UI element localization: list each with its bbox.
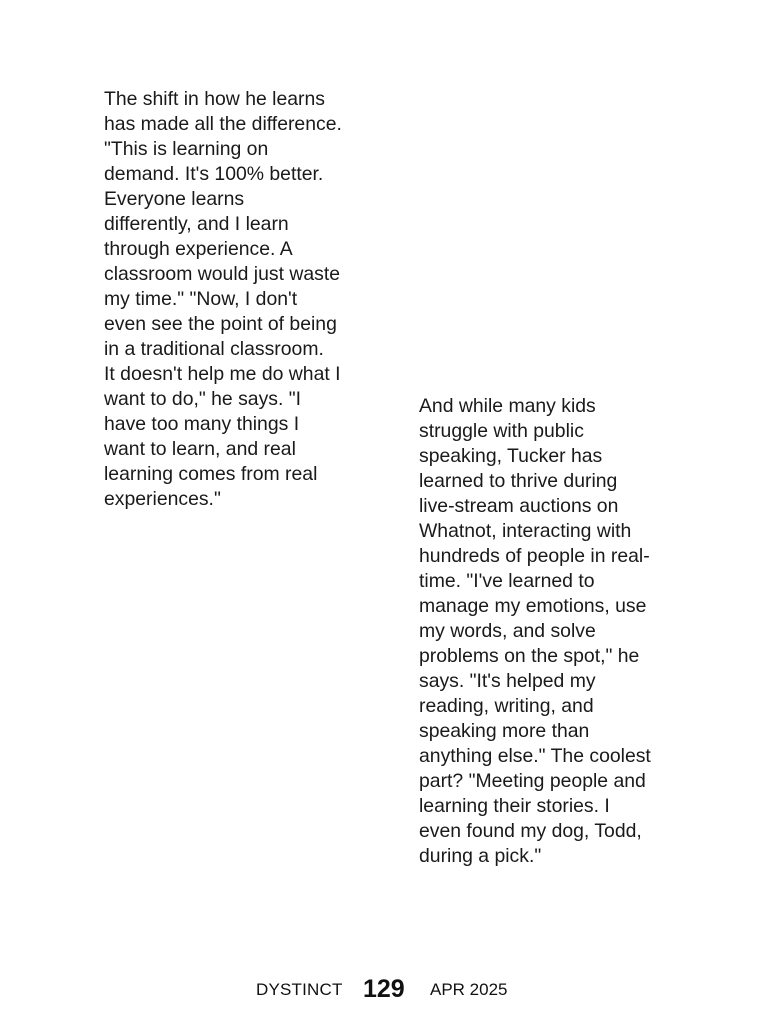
text-line: "This is learning on bbox=[104, 138, 269, 160]
text-line: The shift in how he learns bbox=[104, 88, 325, 110]
text-line: part? "Meeting people and bbox=[419, 770, 646, 792]
text-line: even found my dog, Todd, bbox=[419, 820, 642, 842]
text-line: It doesn't help me do what I bbox=[104, 363, 341, 385]
text-line: learning their stories. I bbox=[419, 795, 610, 817]
text-line: live-stream auctions on bbox=[419, 495, 619, 517]
text-line: has made all the difference. bbox=[104, 113, 342, 135]
text-line: And while many kids bbox=[419, 395, 596, 417]
text-line: speaking, Tucker has bbox=[419, 445, 603, 467]
page-number: 129 bbox=[363, 975, 405, 1003]
text-line: reading, writing, and bbox=[419, 695, 594, 717]
text-line: learning comes from real bbox=[104, 463, 318, 485]
text-line: through experience. A bbox=[104, 238, 293, 260]
text-line: problems on the spot," he bbox=[419, 645, 640, 667]
text-line: struggle with public bbox=[419, 420, 584, 442]
text-line: manage my emotions, use bbox=[419, 595, 647, 617]
text-line: my time." "Now, I don't bbox=[104, 288, 298, 310]
text-line: hundreds of people in real- bbox=[419, 545, 650, 567]
magazine-name: DYSTINCT bbox=[256, 980, 343, 999]
text-line: learned to thrive during bbox=[419, 470, 618, 492]
text-line: demand. It's 100% better. bbox=[104, 163, 324, 185]
article-left-column bbox=[104, 87, 366, 512]
text-line: time. "I've learned to bbox=[419, 570, 595, 592]
text-line: experiences." bbox=[104, 488, 221, 510]
text-line: want to do," he says. "I bbox=[104, 388, 302, 410]
text-line: speaking more than bbox=[419, 720, 590, 742]
text-line: says. "It's helped my bbox=[419, 670, 596, 692]
text-line: want to learn, and real bbox=[104, 438, 296, 460]
text-line: differently, and I learn bbox=[104, 213, 289, 235]
text-line: during a pick." bbox=[419, 845, 542, 867]
text-line: my words, and solve bbox=[419, 620, 596, 642]
text-line: even see the point of being bbox=[104, 313, 337, 335]
text-line: in a traditional classroom. bbox=[104, 338, 324, 360]
text-line: Whatnot, interacting with bbox=[419, 520, 632, 542]
page-footer bbox=[0, 975, 768, 1007]
article-right-column bbox=[419, 394, 675, 869]
text-line: classroom would just waste bbox=[104, 263, 341, 285]
issue-date: APR 2025 bbox=[430, 980, 508, 999]
text-line: anything else." The coolest bbox=[419, 745, 651, 767]
text-line: Everyone learns bbox=[104, 188, 245, 210]
text-line: have too many things I bbox=[104, 413, 300, 435]
